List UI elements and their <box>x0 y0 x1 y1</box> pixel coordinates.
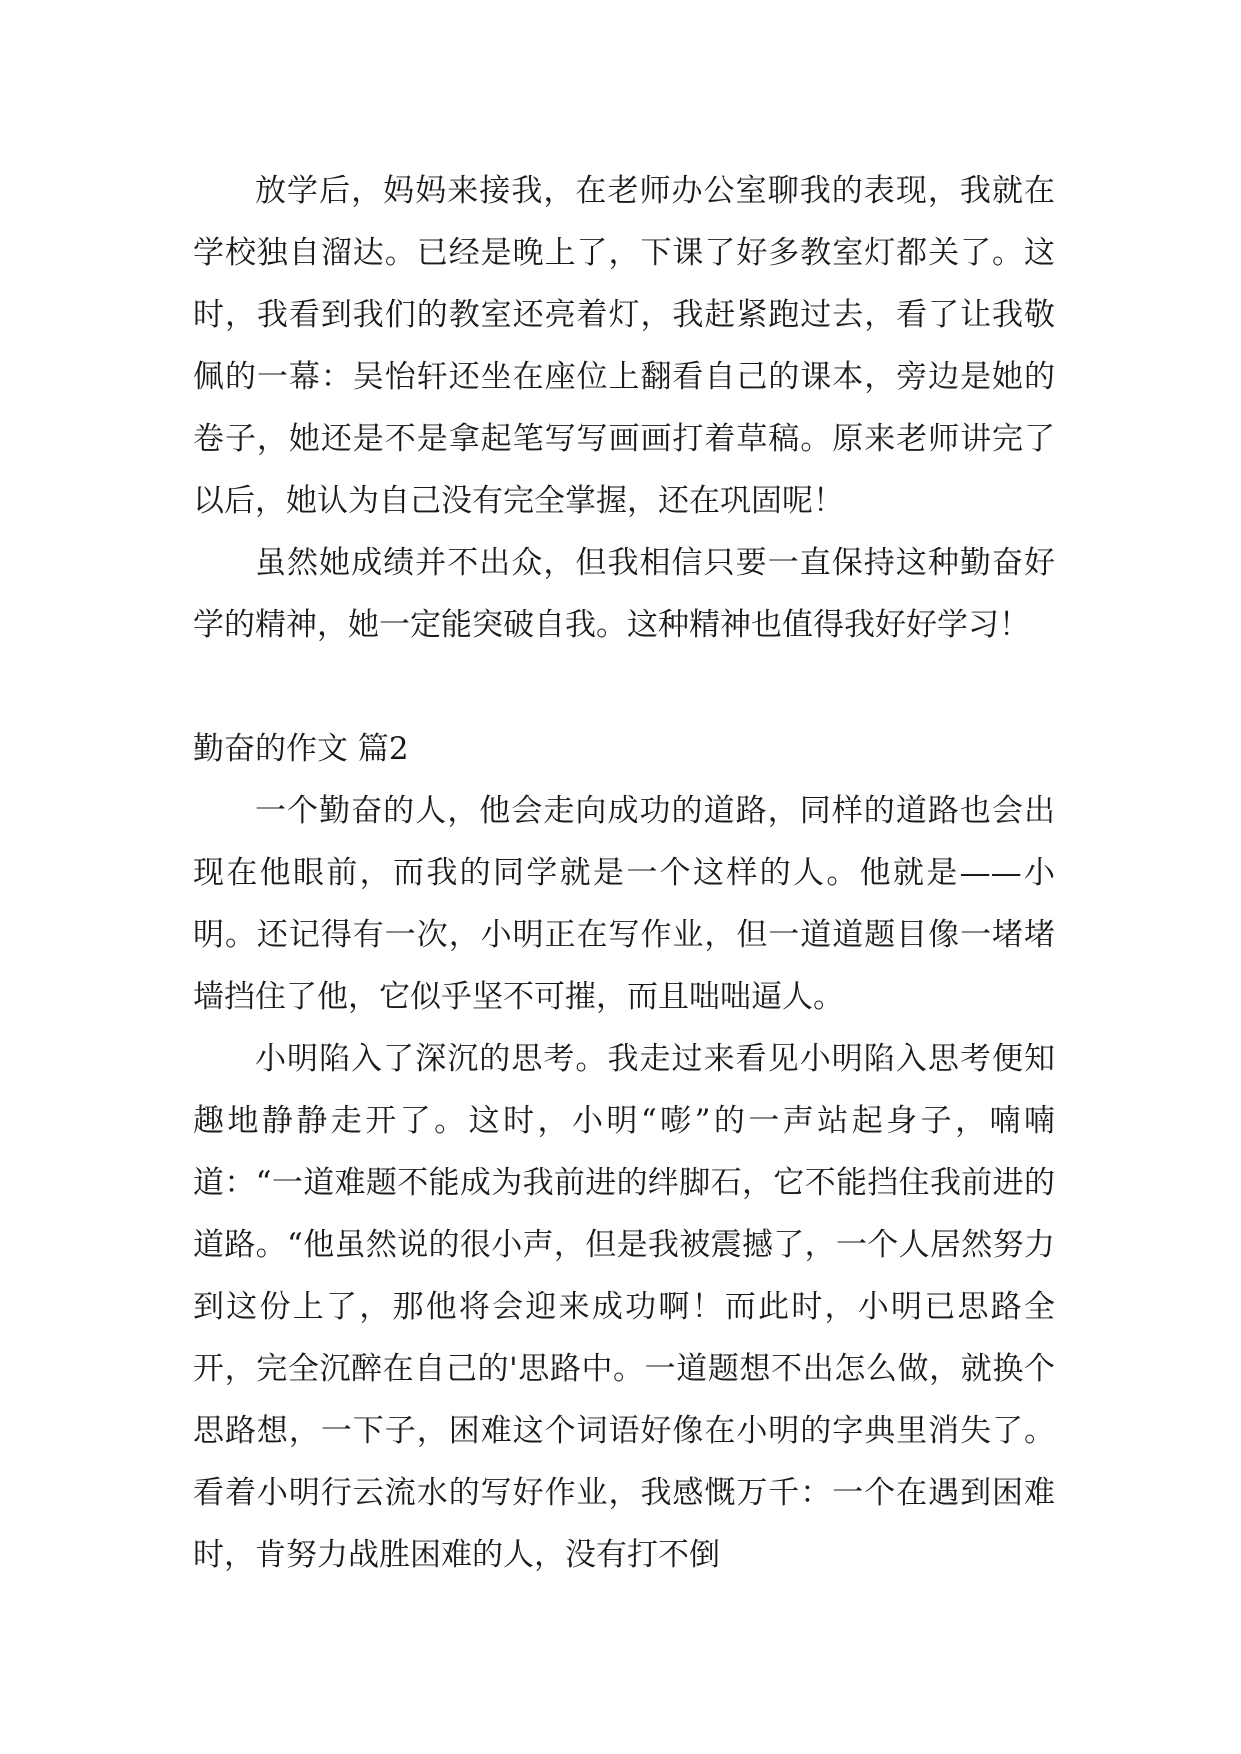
paragraph-xiaoming-thinking: 小明陷入了深沉的思考。我走过来看见小明陷入思考便知趣地静静走开了。这时，小明“嘭”的一声站起身子，喃喃道：“一道难题不能成为我前进的绊脚石，它不能挡住我前进的道路。“他虽然说的很小声，但是我被震撼了，一个人居然努力到这份上了，那他将会迎来成功啊！而此时，小明已思路全开，完全沉醉在自己的'思路中。一道题想不出怎么做，就换个思路想，一下子，困难这个词语好像在小明的字典里消失了。看着小明行云流水的写好作业，我感慨万千：一个在遇到困难时，肯努力战胜困难的人，没有打不倒 <box>193 1041 1055 1573</box>
section-spacer <box>193 656 1055 718</box>
paragraph-conclusion: 虽然她成绩并不出众，但我相信只要一直保持这种勤奋好学的精神，她一定能突破自我。这种精神也值得我好好学习！ <box>193 545 1055 643</box>
paragraph-diligent-person: 一个勤奋的人，他会走向成功的道路，同样的道路也会出现在他眼前，而我的同学就是一个这样的人。他就是——小明。还记得有一次，小明正在写作业，但一道道题目像一堵堵墙挡住了他，它似乎坚不可摧，而且咄咄逼人。 <box>193 793 1055 1015</box>
document-page <box>193 160 1055 1586</box>
section-title: 勤奋的作文 篇2 <box>193 731 409 767</box>
paragraph-after-school: 放学后，妈妈来接我，在老师办公室聊我的表现，我就在学校独自溜达。已经是晚上了，下课了好多教室灯都关了。这时，我看到我们的教室还亮着灯，我赶紧跑过去，看了让我敬佩的一幕：吴怡轩还坐在座位上翻看自己的课本，旁边是她的卷子，她还是不是拿起笔写写画画打着草稿。原来老师讲完了以后，她认为自己没有完全掌握，还在巩固呢！ <box>193 173 1055 519</box>
